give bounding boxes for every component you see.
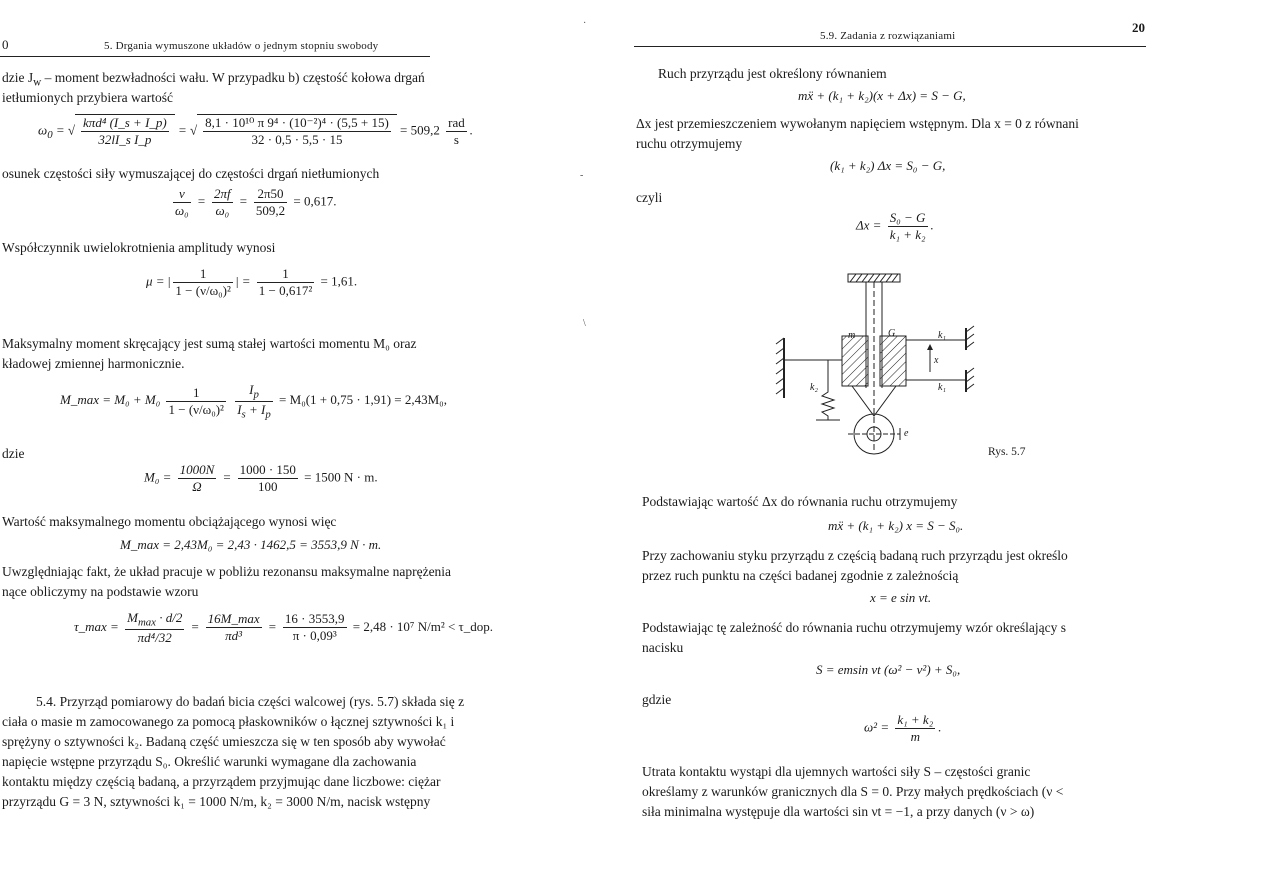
omega0-equation: $\omega_0$ = √ $\frac{\text{kπd⁴ (I\_s + I\_p)}}{\text{32lI\_s I\_p}}$ = √ $\frac{\text{8,1 · 10¹⁰ π 9⁴ · (10⁻²)⁴ · (5,5 + 15)}}{32 \cdot 0,5 \cdot 5,5 \cdot 15}$ = 509,2 $\frac{\text{rad}}{s}$ . xyxy=(38,115,473,147)
right-line-5: Podstawiając wartość Δx do równania ruchu otrzymujemy xyxy=(642,494,958,509)
static-equation: (k₁ + k₂) Δx = S₀ − G, xyxy=(830,158,946,173)
right-line-10: gdzie xyxy=(642,692,672,707)
right-line-11: Utrata kontaktu wystąpi dla ujemnych wartości siły S – częstości granic xyxy=(642,764,1031,779)
displacement-equation: x = e sin νt. xyxy=(870,590,932,605)
left-para-line-2: ciała o masie m zamocowanego za pomocą płaskowników o łącznej sztywności k₁ i xyxy=(2,714,455,729)
figure-caption: Rys. 5.7 xyxy=(988,446,1026,458)
fig-label-G: G xyxy=(888,328,896,339)
left-line-1: dzie $J_w$ – moment bezwładności wału. W przypadku b) częstość kołowa drgań xyxy=(2,70,425,89)
fig-label-e: e xyxy=(904,428,909,439)
right-line-2: Δx jest przemieszczeniem wywołanym napięciem wstępnym. Dla x = 0 z równani xyxy=(636,116,1079,131)
left-line-3: osunek częstości siły wymuszającej do częstości drgań nietłumionych xyxy=(2,166,380,181)
right-line-6: Przy zachowaniu styku przyrządu z częścią badaną ruch przyrządu jest określo xyxy=(642,548,1068,563)
fig-label-k1-top: k₁ xyxy=(938,330,946,341)
right-line-12: określamy z warunków granicznych dla S = 0. Przy małych prędkościach (ν < xyxy=(642,784,1064,799)
motion-equation-2: mẍ + (k₁ + k₂) x = S − S₀. xyxy=(828,518,964,533)
motion-equation: mẍ + (k₁ + k₂)(x + Δx) = S − G, xyxy=(798,88,966,103)
right-page xyxy=(620,0,1263,893)
fig-label-x: x xyxy=(934,355,939,366)
left-line-6: kładowej zmiennej harmonicznie. xyxy=(2,356,185,371)
top-support xyxy=(848,274,900,282)
force-equation: S = emsin νt (ω² − ν²) + S₀, xyxy=(816,662,961,677)
delta-x-equation: Δx = $\frac{\text{S₀ − G}}{\text{k₁ + k₂}}$ . xyxy=(856,210,934,242)
left-line-2: ietłumionych przybiera wartość xyxy=(2,90,173,105)
gutter-mark: - xyxy=(580,170,584,181)
m0-equation: M₀ = $\frac{1000N}{\Omega}$ = $\frac{1000 \cdot 150}{100}$ = 1500 N · m. xyxy=(144,462,378,494)
right-line-9: nacisku xyxy=(642,640,684,655)
left-line-7: dzie xyxy=(2,446,25,461)
left-para-line-6: przyrządu G = 3 N, sztywności k₁ = 1000 N/m, k₂ = 3000 N/m, nacisk wstępny xyxy=(2,794,431,809)
left-para-line-1: 5.4. Przyrząd pomiarowy do badań bicia części walcowej (rys. 5.7) składa się z xyxy=(36,694,465,709)
right-header-rule xyxy=(634,46,1146,47)
right-line-3: ruchu otrzymujemy xyxy=(636,136,743,151)
right-line-13: siła minimalna występuje dla wartości sin νt = −1, a przy danych (ν > ω) xyxy=(642,804,1035,819)
omega-squared-equation: ω² = $\frac{\text{k₁ + k₂}}{m}$ . xyxy=(864,712,942,744)
figure-5-7-measuring-device xyxy=(770,268,980,468)
right-page-number: 20 xyxy=(1132,20,1145,35)
gutter-mark: \ xyxy=(583,318,586,329)
left-wall-hatch xyxy=(776,338,784,394)
spring-k2 xyxy=(822,386,834,420)
left-line-10: nące obliczymy na podstawie wzoru xyxy=(2,584,199,599)
right-running-header: 5.9. Zadania z rozwiązaniami xyxy=(820,30,956,42)
left-para-line-4: napięcie wstępne przyrządu S₀. Określić warunki wymagane dla zachowania xyxy=(2,754,417,769)
left-line-5: Maksymalny moment skręcający jest sumą stałej wartości momentu M₀ oraz xyxy=(2,336,417,351)
top-support-hatch xyxy=(850,274,898,282)
mass-block-right xyxy=(880,336,906,386)
fig-label-k1-bottom: k₁ xyxy=(938,382,946,393)
mass-block-left xyxy=(842,336,868,386)
left-para-line-3: sprężyny o sztywności k₂. Badaną część umieszcza się w ten sposób aby wywołać xyxy=(2,734,446,749)
frequency-ratio-equation: $\frac{\nu}{\text{ω₀}}$ = $\frac{2\pi f}{\text{ω₀}}$ = $\frac{2\pi 50}{509,2}$ = 0,617. xyxy=(175,186,337,218)
max-moment-equation: M_max = M₀ + M₀ $\frac{1}{\text{1 − (ν/ω₀)²}}$ $\frac{I_p}{I_s + I_p}$ = M₀(1 + 0,75 · 1,91) = 2,43M₀, xyxy=(60,382,447,421)
fig-label-k2: k₂ xyxy=(810,382,818,393)
fig-label-m: m xyxy=(848,330,856,341)
left-para-line-5: kontaktu między częścią badaną, a przyrządem przyjmując dane liczbowe: ciężar xyxy=(2,774,441,789)
left-page xyxy=(0,0,580,893)
right-line-4: czyli xyxy=(636,190,663,205)
right-line-7: przez ruch punktu na części badanej zgodnie z zależnością xyxy=(642,568,959,583)
mmax-value-equation: M_max = 2,43M₀ = 2,43 · 1462,5 = 3553,9 N · m. xyxy=(120,537,382,552)
left-line-4: Współczynnik uwielokrotnienia amplitudy wynosi xyxy=(2,240,276,255)
shear-stress-equation: τ_max = $\frac{M_{max} \cdot d/2}{\text{πd⁴/32}}$ = $\frac{16M\_\max}{\text{πd³}}$ = $\frac{16 \cdot 3553,9}{\text{π · 0,09³}}$ = 2,48 · 10⁷ N/m² < τ_dop. xyxy=(74,610,494,645)
amplification-equation: μ = | $\frac{1}{\text{1 − (ν/ω₀)²}}$ | = $\frac{1}{\text{1 − 0,617²}}$ = 1,61. xyxy=(146,266,358,298)
left-running-header: 5. Drgania wymuszone układów o jednym stopniu swobody xyxy=(104,40,379,52)
gutter-mark: · xyxy=(583,18,587,29)
right-line-8: Podstawiając tę zależność do równania ruchu otrzymujemy wzór określający s xyxy=(642,620,1066,635)
right-line-1: Ruch przyrządu jest określony równaniem xyxy=(658,66,887,81)
left-page-number: 0 xyxy=(2,37,9,52)
left-header-rule xyxy=(0,56,430,57)
left-line-8: Wartość maksymalnego momentu obciążającego wynosi więc xyxy=(2,514,337,529)
left-line-9: Uwzględniając fakt, że układ pracuje w pobliżu rezonansu maksymalne naprężenia xyxy=(2,564,452,579)
